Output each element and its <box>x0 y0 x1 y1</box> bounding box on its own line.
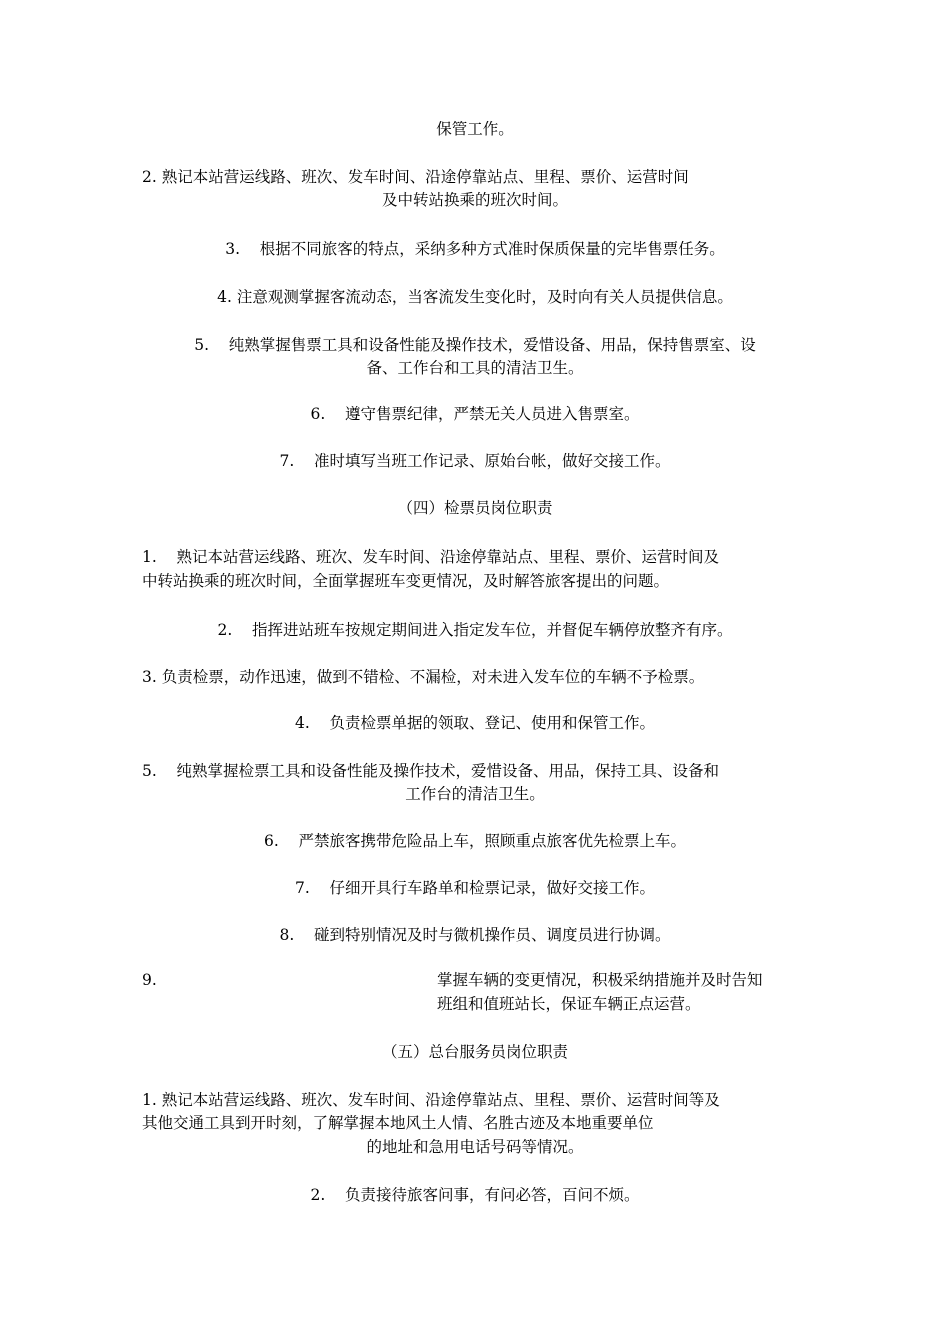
list-item <box>0 238 950 260</box>
item-number: 5. <box>194 336 210 354</box>
item-number: 1. <box>142 548 157 566</box>
paragraph-line: 掌握车辆的变更情况，积极采纳措施并及时告知 <box>437 971 763 989</box>
paragraph-line: 的地址和急用电话号码等情况。 <box>366 1138 584 1156</box>
item-number: 7. <box>294 879 310 897</box>
item-text: 根据不同旅客的特点，采纳多种方式准时保质保量的完毕售票任务。 <box>259 240 725 258</box>
item-text: 纯熟掌握售票工具和设备性能及操作技术，爱惜设备、用品，保持售票室、设 <box>228 336 756 354</box>
item-text: 熟记本站营运线路、班次、发车时间、沿途停靠站点、里程、票价、运营时间及 <box>176 548 720 566</box>
section-heading: （四）检票员岗位职责 <box>397 499 553 517</box>
paragraph-line: 4. 注意观测掌握客流动态，当客流发生变化时，及时向有关人员提供信息。 <box>217 288 733 306</box>
list-item <box>0 619 950 641</box>
list-item <box>0 403 950 425</box>
item-text: 严禁旅客携带危险品上车，照顾重点旅客优先检票上车。 <box>298 832 687 850</box>
item-number: 8. <box>279 926 295 944</box>
list-item <box>0 1184 950 1206</box>
paragraph-line: 2. 熟记本站营运线路、班次、发车时间、沿途停靠站点、里程、票价、运营时间 <box>142 168 689 186</box>
section-heading: （五）总台服务员岗位职责 <box>381 1043 568 1061</box>
list-item <box>0 877 950 899</box>
paragraph-line: 保管工作。 <box>436 120 514 138</box>
item-number: 2. <box>310 1186 326 1204</box>
paragraph-line: 备、工作台和工具的清洁卫生。 <box>366 359 584 377</box>
item-number: 7. <box>279 452 295 470</box>
item-text: 纯熟掌握检票工具和设备性能及操作技术，爱惜设备、用品，保持工具、设备和 <box>176 762 720 780</box>
list-item <box>142 546 719 568</box>
list-item <box>0 712 950 734</box>
paragraph-line: 及中转站换乘的班次时间。 <box>381 191 568 209</box>
item-number: 5. <box>142 762 157 780</box>
list-item <box>0 924 950 946</box>
item-text: 准时填写当班工作记录、原始台帐，做好交接工作。 <box>314 452 671 470</box>
item-number: 3. <box>225 240 241 258</box>
item-number: 6. <box>310 405 326 423</box>
list-item <box>142 760 719 782</box>
list-item <box>0 830 950 852</box>
item-number: 9. <box>142 971 157 989</box>
item-text: 负责接待旅客问事，有问必答，百问不烦。 <box>345 1186 640 1204</box>
item-number: 6. <box>263 832 279 850</box>
item-text: 负责检票单据的领取、登记、使用和保管工作。 <box>329 714 656 732</box>
item-number: 4. <box>294 714 310 732</box>
paragraph-line: 1. 熟记本站营运线路、班次、发车时间、沿途停靠站点、里程、票价、运营时间等及 <box>142 1091 720 1109</box>
paragraph-line: 3. 负责检票，动作迅速，做到不错检、不漏检，对未进入发车位的车辆不予检票。 <box>142 668 705 686</box>
paragraph-line: 中转站换乘的班次时间，全面掌握班车变更情况，及时解答旅客提出的问题。 <box>142 572 670 590</box>
paragraph-line: 其他交通工具到开时刻，了解掌握本地风土人情、名胜古迹及本地重要单位 <box>142 1114 654 1132</box>
list-item <box>0 334 950 356</box>
item-text: 仔细开具行车路单和检票记录，做好交接工作。 <box>329 879 656 897</box>
paragraph-line: 班组和值班站长，保证车辆正点运营。 <box>437 995 701 1013</box>
list-item <box>0 450 950 472</box>
item-text: 指挥进站班车按规定期间进入指定发车位，并督促车辆停放整齐有序。 <box>252 621 733 639</box>
item-number: 2. <box>217 621 233 639</box>
item-text: 遵守售票纪律，严禁无关人员进入售票室。 <box>345 405 640 423</box>
paragraph-line: 工作台的清洁卫生。 <box>405 785 545 803</box>
item-text: 碰到特别情况及时与微机操作员、调度员进行协调。 <box>314 926 671 944</box>
